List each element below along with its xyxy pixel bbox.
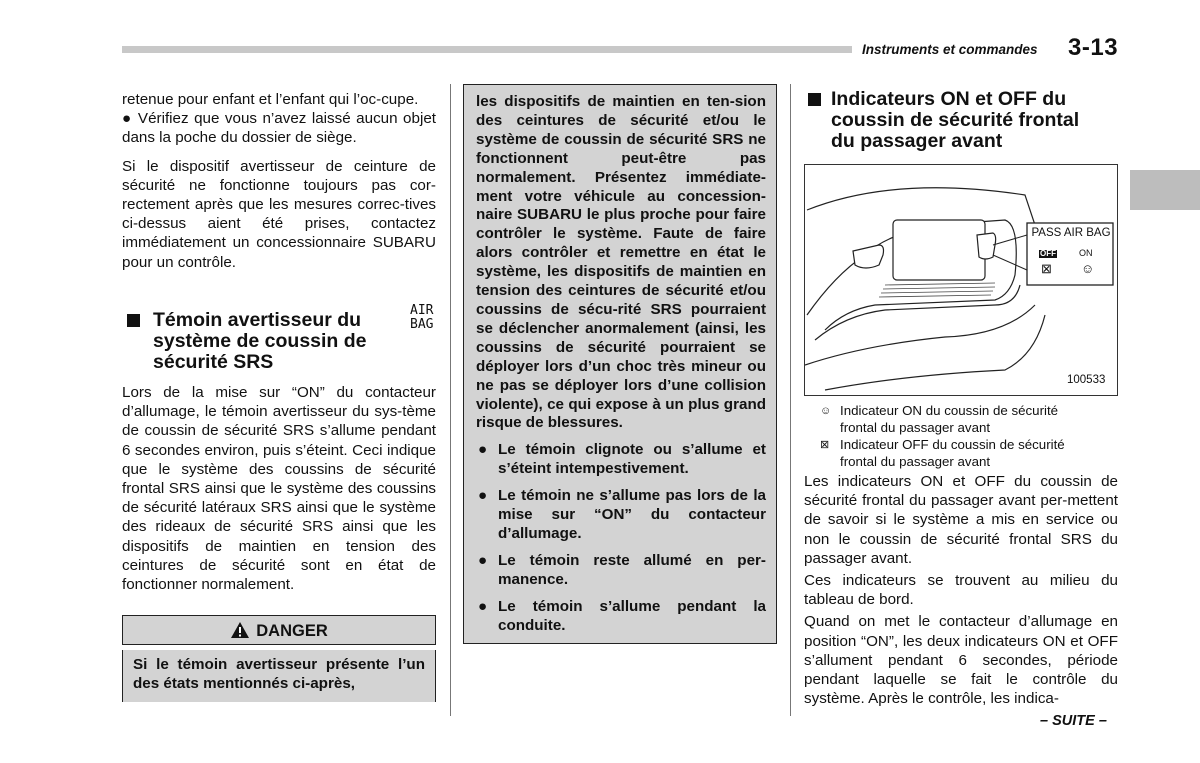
column-1-body bbox=[122, 383, 436, 594]
paragraph: Lors de la mise sur “ON” du contacteur d’allumage, le témoin avertisseur du sys-tème de coussin de sécurité SRS s’allume pendant 6 secondes environ, puis s’éteint. Ceci indique que le système des coussins de sécurité frontal SRS ainsi que le système des coussins de sécurité latéraux SRS ainsi que le système des rideaux de sécurité SRS ainsi que les dispositifs de maintien en tension des ceintures de sécurité sont en état de fonctionner normalement. bbox=[122, 384, 436, 594]
paragraph: Ces indicateurs se trouvent au milieu du tableau de bord. bbox=[804, 572, 1118, 609]
off-indicator-label: OFF bbox=[1040, 249, 1056, 258]
warning-text: les dispositifs de maintien en ten-sion des ceintures de sécurité et/ou le système de coussin de sécurité SRS ne fonctionnent peut-être pas normalement. Présentez immédiate-ment votre véhicule au concession-naire SUBARU le plus proche pour faire contrôler le système. Faute de faire alors contrôler et remettre en état le système, les dispositifs de maintien en tension des ceintures de sécurité et/ou coussins de sécu-rité SRS pourraient se déclencher anormalement (ainsi, les coussins de sécurité pourraient se déployer lors d’un choc très mineur ou ne pas se déployer lors d’une collision violente), ce qui expose à un plus grand risque de blessures. bbox=[476, 93, 766, 432]
danger-header bbox=[122, 615, 436, 645]
passenger-airbag-off-icon: ⊠ bbox=[1041, 261, 1052, 276]
page-number: 3-13 bbox=[1068, 34, 1119, 61]
list-item: ● Le témoin s’allume pendant la conduite. bbox=[478, 597, 766, 634]
header-rule bbox=[122, 46, 852, 53]
section-heading: Indicateurs ON et OFF du coussin de sécurité frontal du passager avant bbox=[831, 88, 1080, 152]
paragraph: Les indicateurs ON et OFF du coussin de sécurité frontal du passager avant per-mettent de savoir si le système a mis en service ou non le coussin de sécurité frontal SRS du passager avant. bbox=[804, 473, 1118, 567]
dashboard-figure bbox=[804, 164, 1118, 396]
dashboard-illustration bbox=[805, 165, 1117, 395]
section-marker-icon bbox=[808, 93, 821, 106]
paragraph: Quand on met le contacteur d’allumage en position “ON”, les deux indicateurs ON et OFF s’allument pendant 6 secondes, période pendant laquelle se fait le contrôle du système. Après le contrôle, les indica- bbox=[804, 613, 1118, 708]
figure-number: 100533 bbox=[1067, 374, 1106, 386]
column-1-text bbox=[122, 90, 436, 272]
bullet-paragraph: ● Vérifiez que vous n’avez laissé aucun objet dans la poche du dossier de siège. bbox=[122, 110, 436, 147]
section-title: Instruments et commandes bbox=[862, 42, 1038, 57]
danger-body: Si le témoin avertisseur présente l’un des états mentionnés ci-après, bbox=[122, 650, 436, 702]
list-item: ● Le témoin clignote ou s’allume et s’éteint intempestivement. bbox=[478, 441, 766, 478]
airbag-on-icon: ☺ bbox=[820, 405, 832, 417]
airbag-off-icon: ⊠ bbox=[820, 439, 830, 451]
paragraph: Si le dispositif avertisseur de ceinture de sécurité ne fonctionne toujours pas cor-rectement après que les mesures correc-tives ci-dessus aient été prises, contactez immédiatement un concessionnaire SUBARU pour un contrôle. bbox=[122, 157, 436, 271]
list-item: ● Le témoin ne s’allume pas lors de la mise sur “ON” du contacteur d’allumage. bbox=[478, 487, 766, 542]
chapter-thumb-tab bbox=[1130, 170, 1200, 210]
section-marker-icon bbox=[127, 314, 140, 327]
column-divider bbox=[450, 84, 451, 716]
on-indicator-label: ON bbox=[1079, 248, 1093, 258]
pass-airbag-label: PASS AIR BAG bbox=[1031, 227, 1111, 239]
airbag-warning-icon: AIR BAG bbox=[410, 303, 434, 332]
column-3-text bbox=[804, 472, 1118, 708]
continued-marker: – SUITE – bbox=[1040, 713, 1107, 729]
list-item: ● Le témoin reste allumé en per-manence. bbox=[478, 551, 766, 588]
paragraph: retenue pour enfant et l’enfant qui l’oc-cupe. bbox=[122, 91, 419, 108]
danger-label: DANGER bbox=[256, 622, 328, 640]
column-divider bbox=[790, 84, 791, 716]
legend-off: ⊠ Indicateur OFF du coussin de sécurité frontal du passager avant bbox=[820, 437, 1065, 469]
passenger-airbag-on-icon: ☺ bbox=[1081, 261, 1095, 276]
warning-triangle-icon bbox=[230, 621, 250, 639]
legend-on: ☺ Indicateur ON du coussin de sécurité frontal du passager avant bbox=[820, 403, 1059, 435]
section-heading: Témoin avertisseur du système de coussin de sécurité SRS bbox=[153, 309, 367, 373]
danger-continuation-box bbox=[463, 84, 777, 644]
